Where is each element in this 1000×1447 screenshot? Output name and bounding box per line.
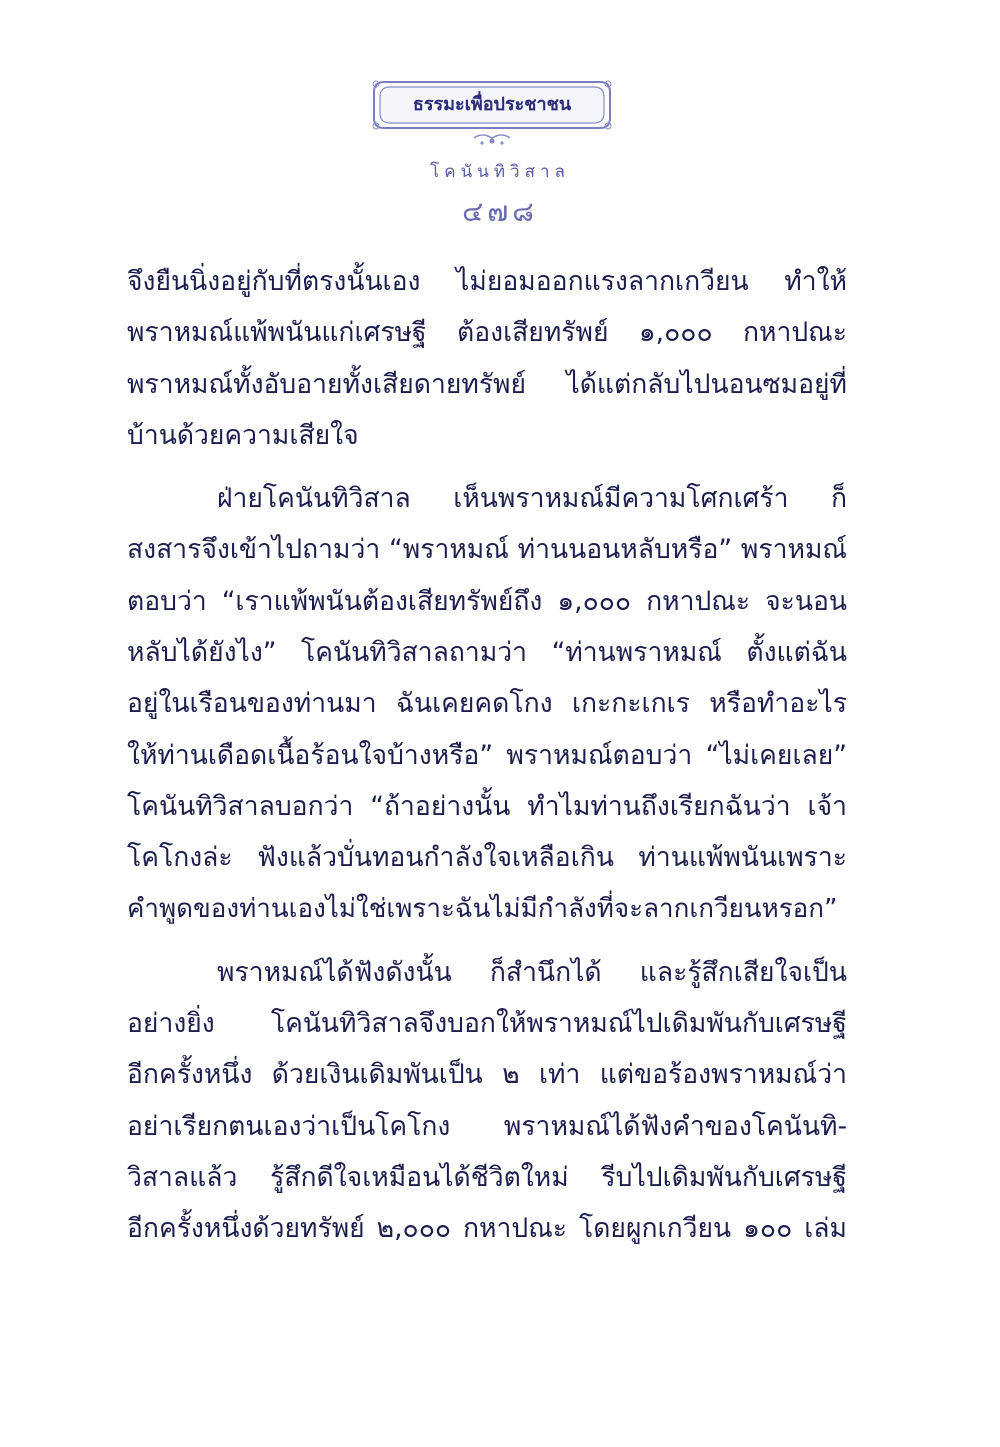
paragraph-2 bbox=[127, 473, 847, 935]
text-line: อย่างยิ่ง โคนันทิวิสาลจึงบอกให้พราหมณ์ไปเดิมพันกับเศรษฐี bbox=[127, 1008, 847, 1040]
text-line: พราหมณ์ทั้งอับอายทั้งเสียดายทรัพย์ ได้แต่กลับไปนอนซมอยู่ที่ bbox=[127, 368, 847, 400]
text-line: โคโกงล่ะ ฟังแล้วบั่นทอนกำลังใจเหลือเกิน ท่านแพ้พนันเพราะ bbox=[127, 842, 847, 874]
text-line: ตอบว่า “เราแพ้พนันต้องเสียทรัพย์ถึง ๑,๐๐๐ กหาปณะ จะนอน bbox=[127, 585, 847, 617]
text-line: หลับได้ยังไง” โคนันทิวิสาลถามว่า “ท่านพราหมณ์ ตั้งแต่ฉัน bbox=[127, 637, 847, 669]
text-line: ให้ท่านเดือดเนื้อร้อนใจบ้างหรือ” พราหมณ์ตอบว่า “ไม่เคยเลย” bbox=[127, 739, 847, 771]
text-line: จึงยืนนิ่งอยู่กับที่ตรงนั้นเอง ไม่ยอมออกแรงลากเกวียน ทำให้ bbox=[127, 266, 847, 297]
dhamma-logo bbox=[370, 78, 614, 150]
logo-text: ธรรมะเพื่อประชาชน bbox=[412, 94, 572, 115]
text-line: โคนันทิวิสาลบอกว่า “ถ้าอย่างนั้น ทำไมท่านถึงเรียกฉันว่า เจ้า bbox=[127, 790, 847, 822]
text-line: อีกครั้งหนึ่งด้วยทรัพย์ ๒,๐๐๐ กหาปณะ โดยผูกเกวียน ๑๐๐ เล่ม bbox=[127, 1213, 847, 1245]
text-line: อย่าเรียกตนเองว่าเป็นโคโกง พราหมณ์ได้ฟังคำของโคนันทิ- bbox=[127, 1110, 847, 1142]
page-number: ๔๗๘ bbox=[462, 195, 538, 228]
paragraph-1 bbox=[127, 256, 847, 461]
story-body bbox=[127, 256, 847, 1267]
text-line: อยู่ในเรือนของท่านมา ฉันเคยคดโกง เกะกะเกเร หรือทำอะไร bbox=[127, 688, 847, 720]
text-line: พราหมณ์ได้ฟังดังนั้น ก็สำนึกได้ และรู้สึกเสียใจเป็น bbox=[217, 956, 847, 988]
chapter-title: โคนันทิวิสาล bbox=[430, 162, 570, 182]
text-line: สงสารจึงเข้าไปถามว่า “พราหมณ์ ท่านนอนหลับหรือ” พราหมณ์ bbox=[127, 534, 847, 566]
text-line: วิสาลแล้ว รู้สึกดีใจเหมือนได้ชีวิตใหม่ รีบไปเดิมพันกับเศรษฐี bbox=[127, 1162, 847, 1194]
text-line: คำพูดของท่านเองไม่ใช่เพราะฉันไม่มีกำลังที่จะลากเกวียนหรอก” bbox=[127, 893, 838, 924]
paragraph-3 bbox=[127, 947, 847, 1255]
text-line: ฝ่ายโคนันทิวิสาล เห็นพราหมณ์มีความโศกเศร้า ก็ bbox=[217, 483, 847, 515]
text-line: บ้านด้วยความเสียใจ bbox=[127, 419, 359, 451]
page-header bbox=[0, 0, 1000, 240]
text-line: พราหมณ์แพ้พนันแก่เศรษฐี ต้องเสียทรัพย์ ๑,๐๐๐ กหาปณะ bbox=[127, 317, 847, 349]
text-line: อีกครั้งหนึ่ง ด้วยเงินเดิมพันเป็น ๒ เท่า แต่ขอร้องพราหมณ์ว่า bbox=[127, 1059, 847, 1091]
